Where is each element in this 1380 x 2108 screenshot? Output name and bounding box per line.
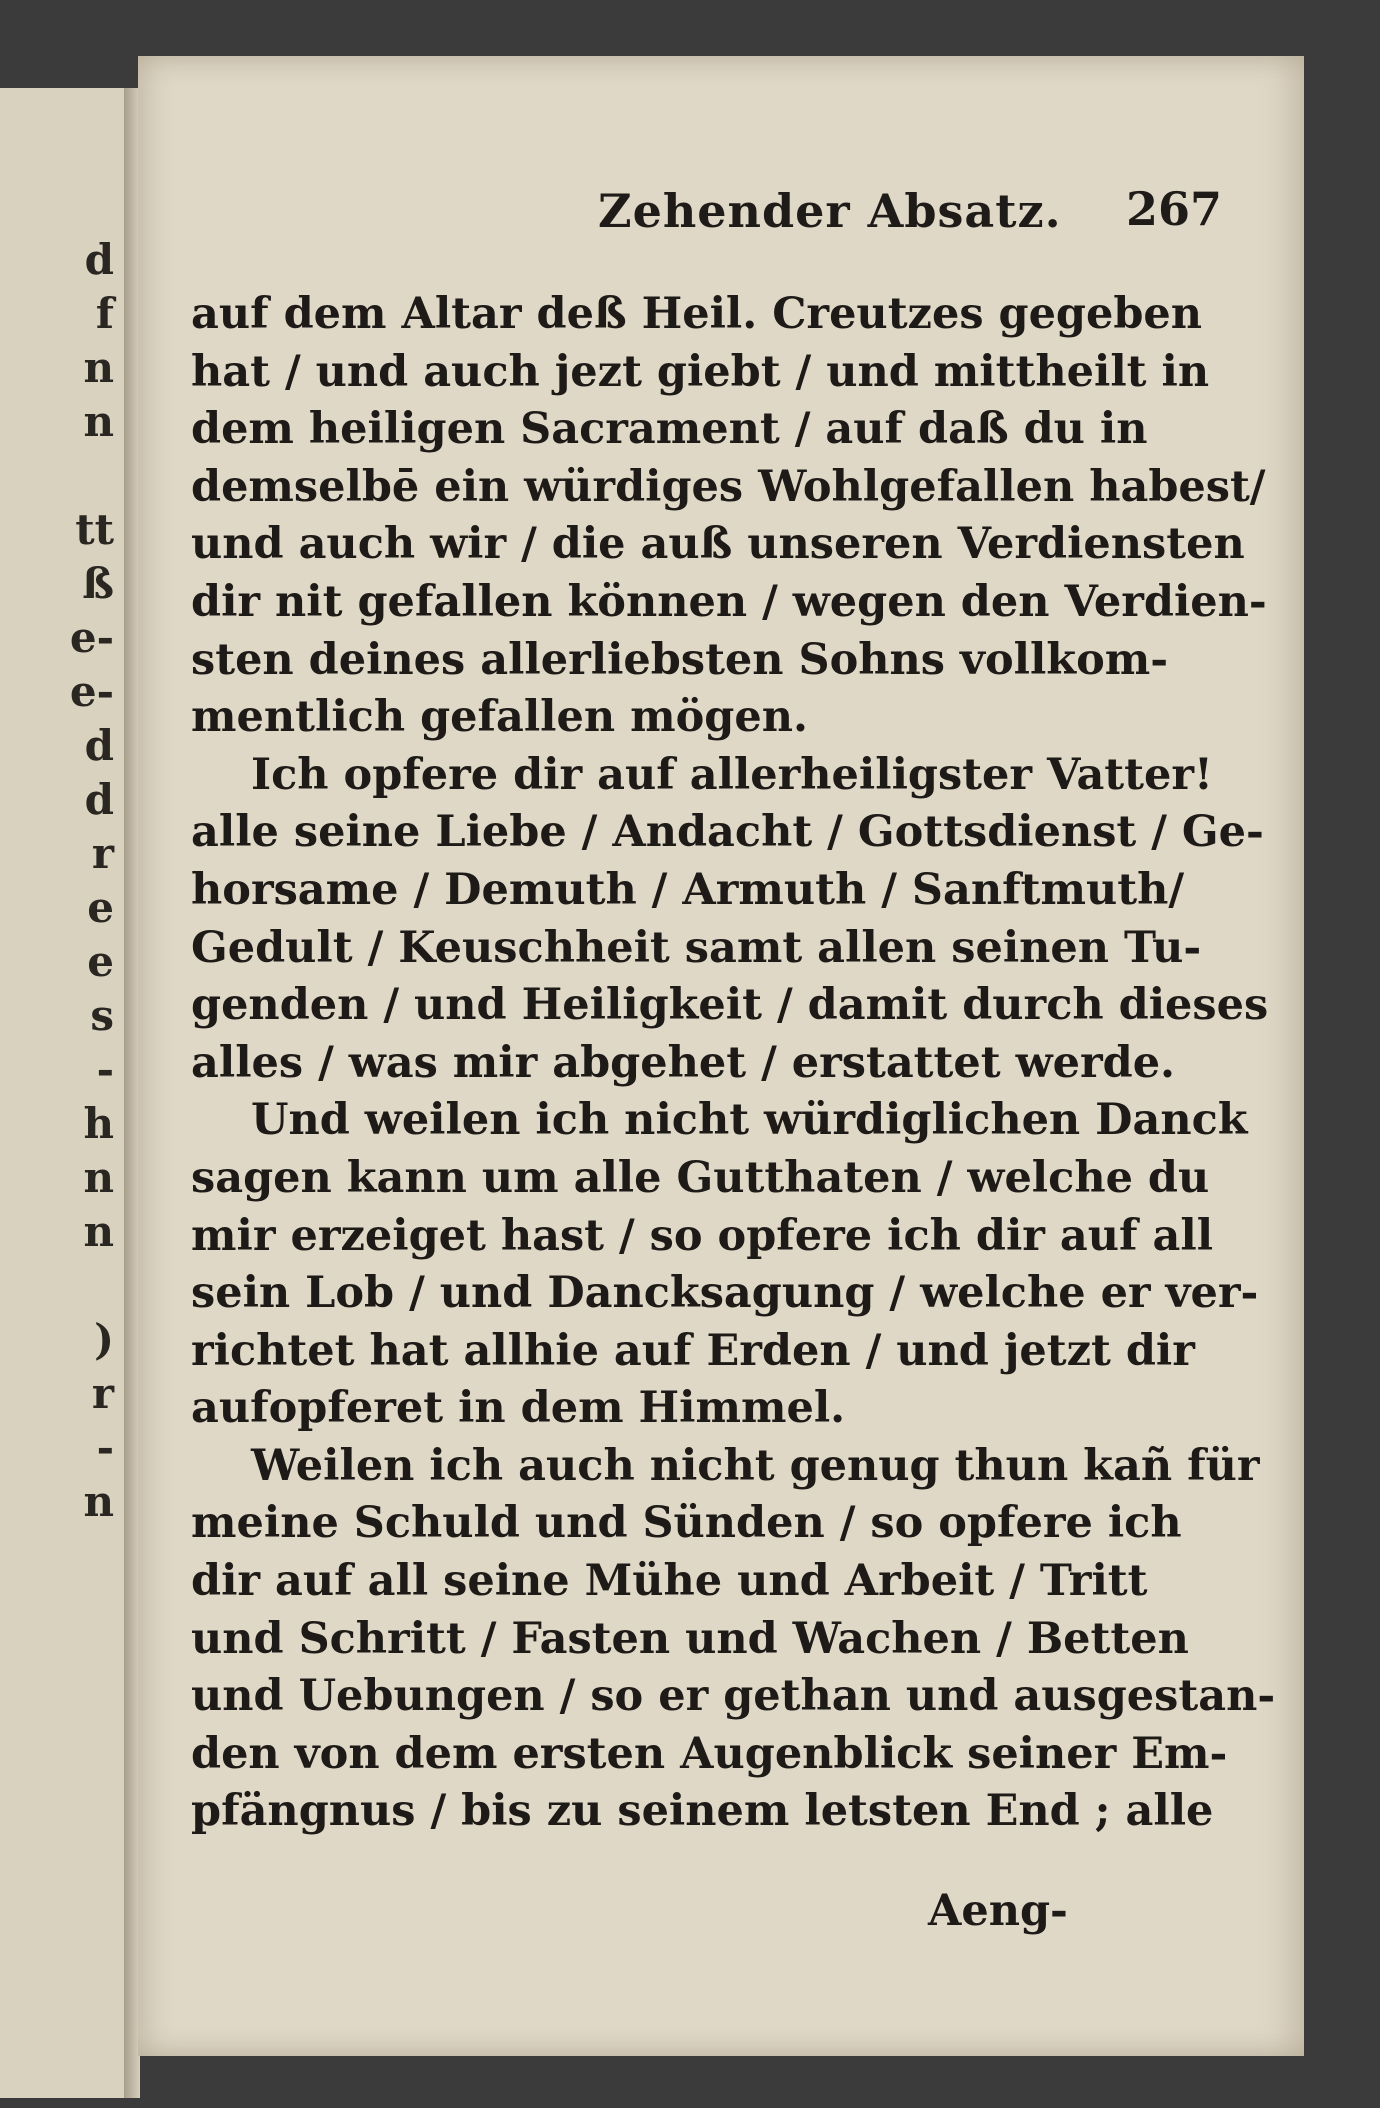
text-line: aufopferet in dem Himmel. <box>191 1383 846 1434</box>
text-line: sten deines allerliebsten Sohns vollkom- <box>191 634 1169 685</box>
facing-page-fragment: n <box>83 1477 114 1526</box>
facing-page-fragment: n <box>83 397 114 446</box>
text-line: horsame / Demuth / Armuth / Sanftmuth/ <box>191 864 1185 915</box>
text-line: meine Schuld und Sünden / so opfere ich <box>191 1498 1182 1549</box>
facing-page-fragment: r <box>91 1369 114 1418</box>
text-line: mir erzeiget hast / so opfere ich dir auf all <box>191 1210 1214 1261</box>
text-line: sagen kann um alle Gutthaten / welche du <box>191 1152 1210 1203</box>
text-line: auf dem Altar deß Heil. Creutzes gegeben <box>191 289 1203 339</box>
facing-page-fragment: e- <box>69 667 114 716</box>
text-line: richtet hat allhie auf Erden / und jetzt dir <box>191 1325 1195 1376</box>
text-line: dir nit gefallen können / wegen den Verdien- <box>191 576 1267 627</box>
page-header <box>458 176 1238 256</box>
facing-page-fragment: ) <box>94 1315 114 1364</box>
facing-page-fragment: tt <box>75 505 114 554</box>
text-line: Gedult / Keuschheit samt allen seinen Tu- <box>191 922 1202 973</box>
page-number: 267 <box>1126 182 1223 236</box>
facing-page-fragment: e- <box>69 613 114 662</box>
text-line: pfängnus / bis zu seinem letsten End ; alle <box>191 1786 1214 1837</box>
text-line: dem heiligen Sacrament / auf daß du in <box>191 404 1148 455</box>
facing-page-fragment: h <box>83 1099 114 1148</box>
text-line: Weilen ich auch nicht genug thun kañ für <box>251 1440 1260 1491</box>
facing-page-fragment: e <box>87 937 114 986</box>
facing-page-fragment: e <box>87 883 114 932</box>
running-head: Zehender Absatz. <box>598 184 1062 238</box>
facing-page-fragment: - <box>96 1423 114 1472</box>
dark-background-edge <box>1304 0 1380 2108</box>
text-line: sein Lob / und Dancksagung / welche er ver- <box>191 1268 1259 1319</box>
text-line: Und weilen ich nicht würdiglichen Danck <box>251 1095 1248 1146</box>
text-line: hat / und auch jezt giebt / und mittheilt in <box>191 346 1210 397</box>
catchword: Aeng- <box>928 1886 1068 1936</box>
book-page <box>138 56 1311 2056</box>
text-line: demselbē ein würdiges Wohlgefallen habest/ <box>191 461 1266 512</box>
facing-page-fragment: s <box>90 991 114 1040</box>
text-line: und Uebungen / so er gethan und ausgestan- <box>191 1671 1276 1722</box>
facing-page-fragment: r <box>91 829 114 878</box>
facing-page-fragment: n <box>83 1153 114 1202</box>
text-line: genden / und Heiligkeit / damit durch dieses <box>191 980 1269 1031</box>
text-line: den von dem ersten Augenblick seiner Em- <box>191 1728 1228 1779</box>
facing-page-text-fragments <box>70 233 114 1529</box>
text-line: Ich opfere dir auf allerheiligster Vatter! <box>251 749 1213 800</box>
text-line: alles / was mir abgehet / erstattet werde. <box>191 1037 1176 1088</box>
facing-page-fragment: ß <box>82 559 114 608</box>
facing-page-fragment: d <box>84 775 114 824</box>
facing-page-fragment: - <box>96 1045 114 1094</box>
text-line: und auch wir / die auß unseren Verdiensten <box>191 519 1245 570</box>
facing-page-fragment: d <box>84 235 114 284</box>
body-text <box>191 286 1276 1841</box>
text-line: und Schritt / Fasten und Wachen / Betten <box>191 1613 1189 1664</box>
facing-page-fragment: f <box>95 289 114 338</box>
facing-page-fragment: n <box>83 1207 114 1256</box>
text-line: mentlich gefallen mögen. <box>191 692 808 743</box>
facing-page-fragment: n <box>83 343 114 392</box>
facing-page-edge <box>0 88 130 2098</box>
text-line: dir auf all seine Mühe und Arbeit / Tritt <box>191 1556 1148 1607</box>
facing-page-fragment: d <box>84 721 114 770</box>
text-line: alle seine Liebe / Andacht / Gottsdienst / Ge- <box>191 807 1264 858</box>
